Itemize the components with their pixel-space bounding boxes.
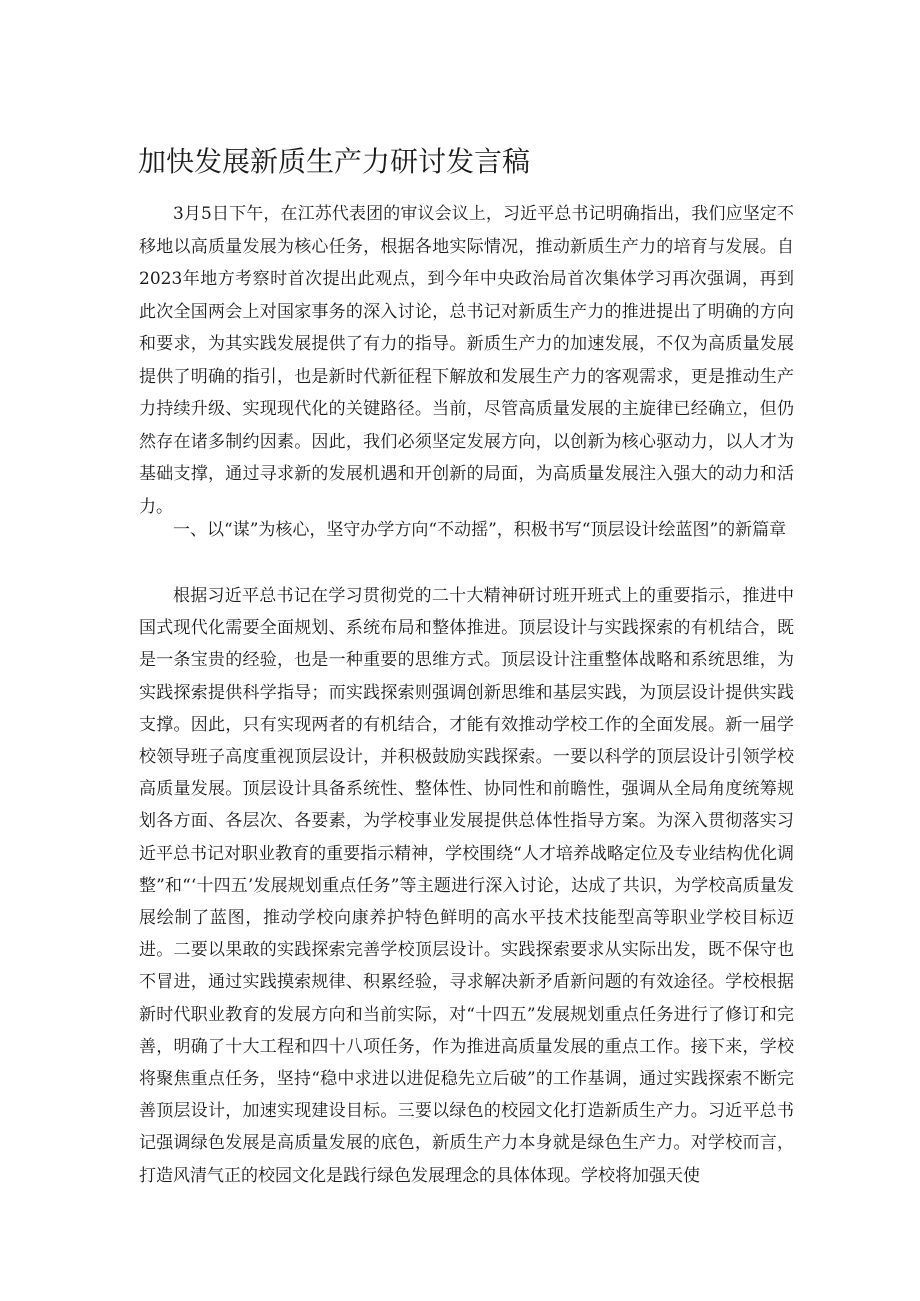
section-heading: 一、以“谋”为核心，坚守办学方向“不动摇”，积极书写“顶层设计绘蓝图”的新篇章 (173, 520, 787, 540)
section-body-paragraph: 根据习近平总书记在学习贯彻党的二十大精神研讨班开班式上的重要指示，推进中国式现代化需要全面规划、系统布局和整体推进。顶层设计与实践探索的有机结合，既是一条宝贵的经验，也是一种重要的思维方式。顶层设计注重整体战略和系统思维，为实践探索提供科学指导；而实践探索则强调创新思维和基层实践，为顶层设计提供实践支撑。因此，只有实现两者的有机结合，才能有效推动学校工作的全面发展。新一届学校领导班子高度重视顶层设计，并积极鼓励实践探索。一要以科学的顶层设计引领学校高质量发展。顶层设计具备系统性、整体性、协同性和前瞻性，强调从全局角度统筹规划各方面、各层次、各要素，为学校事业发展提供总体性指导方案。为深入贯彻落实习近平总书记对职业教育的重要指示精神，学校围绕“人才培养战略定位及专业结构优化调整”和“‘十四五’发展规划重点任务”等主题进行深入讨论，达成了共识，为学校高质量发展绘制了蓝图，推动学校向康养护特色鲜明的高水平技术技能型高等职业学校目标迈进。二要以果敢的实践探索完善学校顶层设计。实践探索要求从实际出发，既不保守也不冒进，通过实践摸索规律、积累经验，寻求解决新矛盾新问题的有效途径。学校根据新时代职业教育的发展方向和当前实际，对“十四五”发展规划重点任务进行了修订和完善，明确了十大工程和四十八项任务，作为推进高质量发展的重点工作。接下来，学校将聚焦重点任务，坚持“稳中求进以进促稳先立后破”的工作基调，通过实践探索不断完善顶层设计，加速实现建设目标。三要以绿色的校园文化打造新质生产力。习近平总书记强调绿色发展是高质量发展的底色，新质生产力本身就是绿色生产力。对学校而言，打造风清气正的校园文化是践行绿色发展理念的具体体现。学校将加强天使 (139, 586, 794, 1186)
intro-paragraph: 3月5日下午，在江苏代表团的审议会议上，习近平总书记明确指出，我们应坚定不移地以高质量发展为核心任务，根据各地实际情况，推动新质生产力的培育与发展。自2023年地方考察时首次提出此观点，到今年中央政治局首次集体学习再次强调，再到此次全国两会上对国家事务的深入讨论，总书记对新质生产力的推进提出了明确的方向和要求，为其实践发展提供了有力的指导。新质生产力的加速发展，不仅为高质量发展提供了明确的指引，也是新时代新征程下解放和发展生产力的客观需求，更是推动生产力持续升级、实现现代化的关键路径。当前，尽管高质量发展的主旋律已经确立，但仍然存在诸多制约因素。因此，我们必须坚定发展方向，以创新为核心驱动力，以人才为基础支撑，通过寻求新的发展机遇和开创新的局面，为高质量发展注入强大的动力和活力。 (139, 204, 794, 517)
document-title: 加快发展新质生产力研讨发言稿 (138, 145, 531, 178)
